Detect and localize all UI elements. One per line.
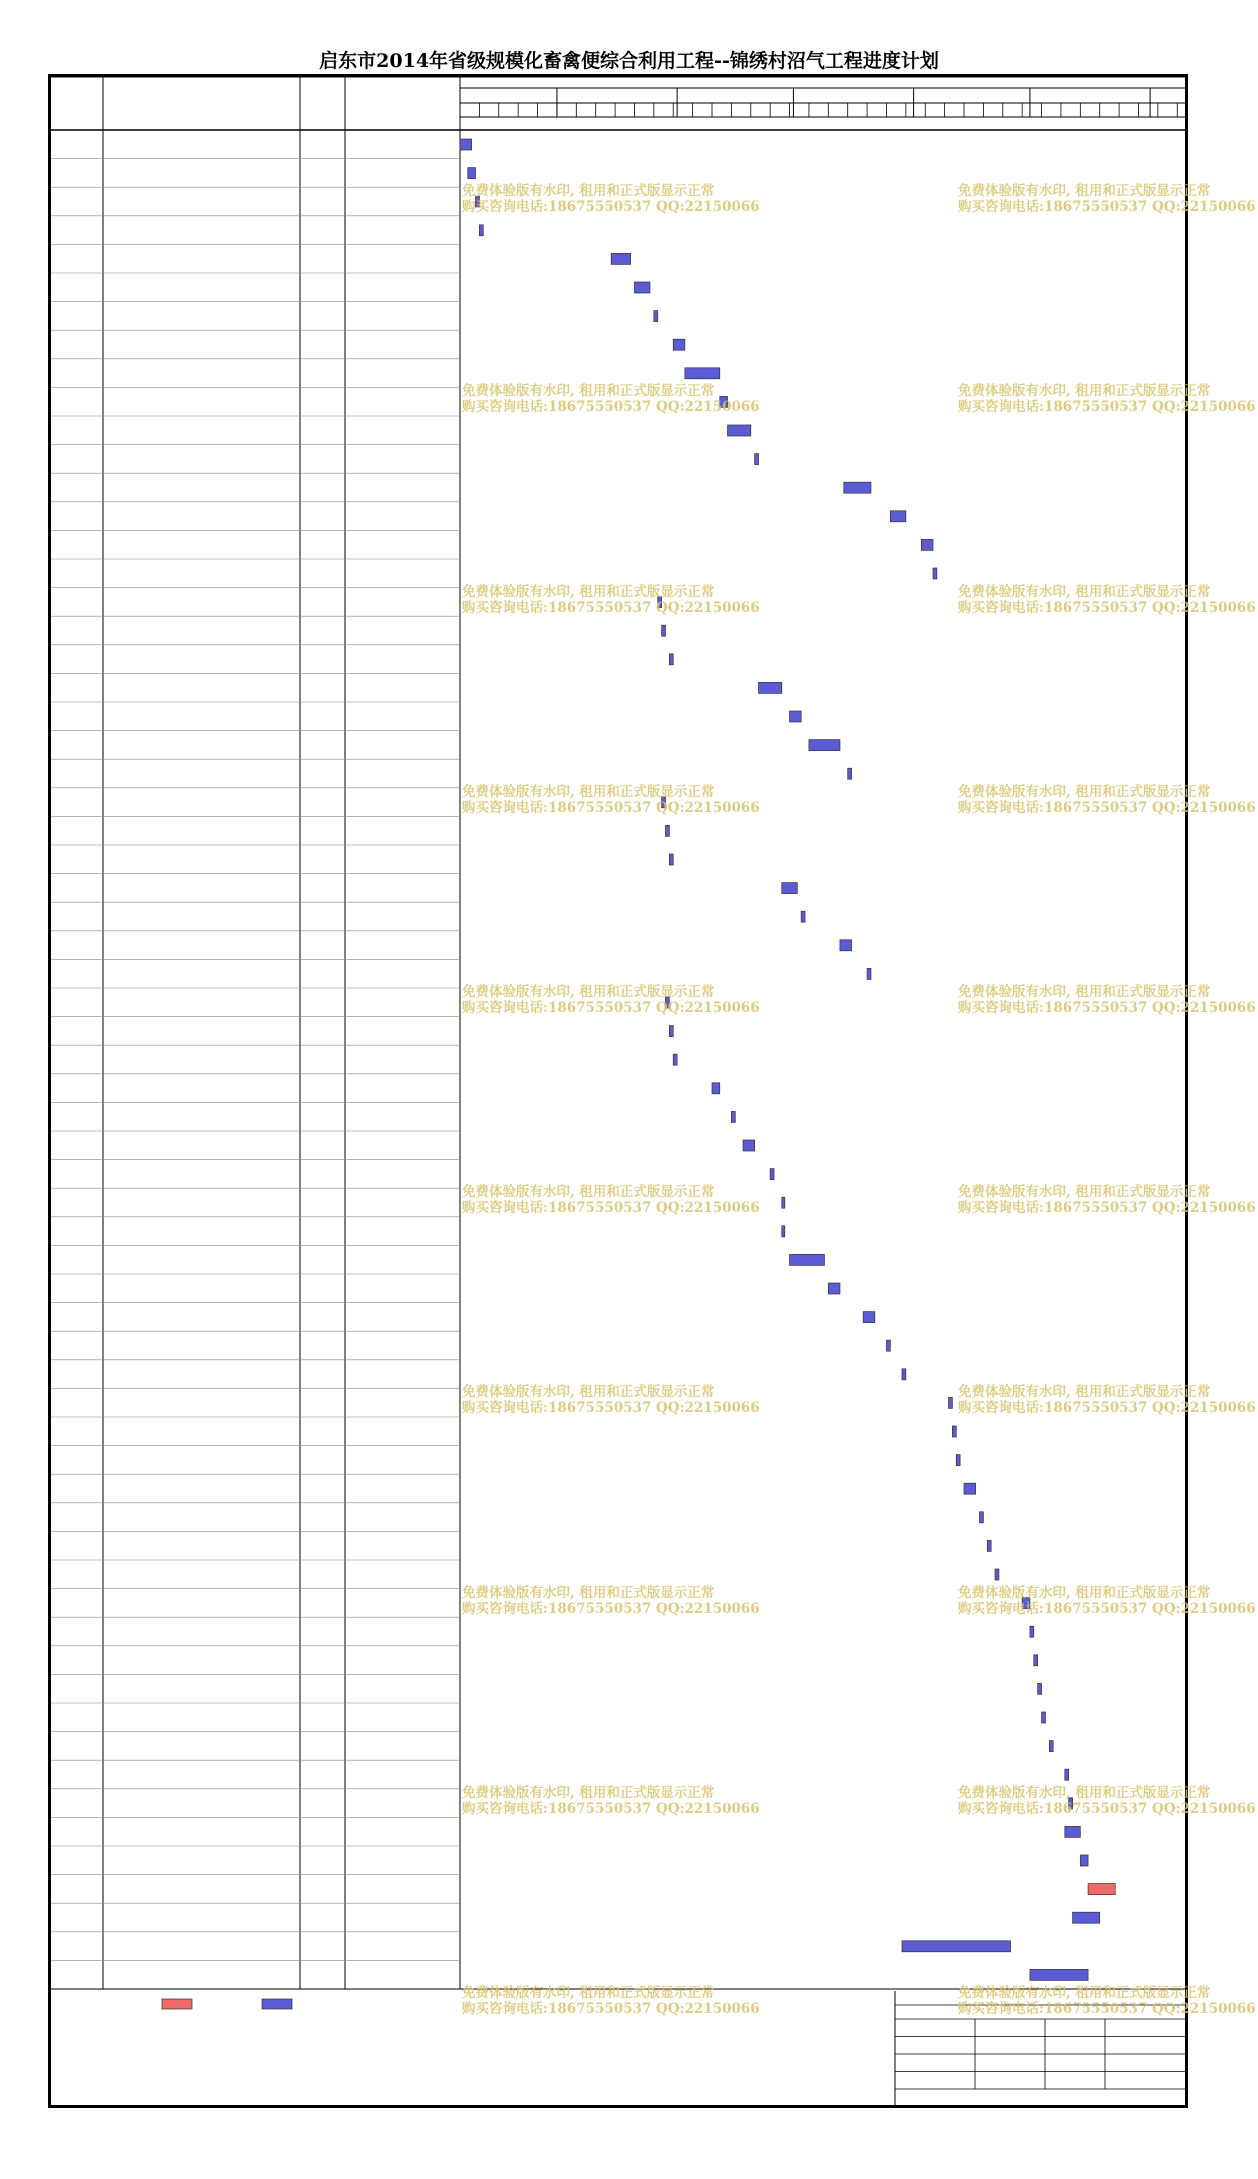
watermark-line: 购买咨询电话:18675550537 QQ:22150066 — [462, 1000, 760, 1016]
task-bar — [890, 511, 906, 522]
watermark-line: 购买咨询电话:18675550537 QQ:22150066 — [958, 199, 1256, 216]
task-bar — [886, 1340, 890, 1351]
watermark — [958, 584, 1256, 616]
watermark-line: 免费体验版有水印, 租用和正式版显示正常 — [958, 383, 1211, 400]
watermark-line: 免费体验版有水印, 租用和正式版显示正常 — [958, 1584, 1211, 1601]
task-bar — [743, 1140, 755, 1151]
watermark-line: 免费体验版有水印, 租用和正式版显示正常 — [958, 183, 1211, 200]
watermark-line: 免费体验版有水印, 租用和正式版显示正常 — [462, 583, 715, 600]
watermark — [462, 584, 760, 616]
watermark — [958, 1985, 1256, 2017]
task-bar — [1065, 1769, 1069, 1780]
watermark-line: 购买咨询电话:18675550537 QQ:22150066 — [958, 1800, 1256, 1817]
task-bar — [770, 1169, 774, 1180]
legend-normal-swatch — [262, 1999, 292, 2009]
watermark-line: 购买咨询电话:18675550537 QQ:22150066 — [958, 2001, 1256, 2017]
watermark — [958, 383, 1256, 415]
task-bar — [1042, 1712, 1046, 1723]
task-bar — [634, 282, 650, 293]
watermark-line: 购买咨询电话:18675550537 QQ:22150066 — [462, 799, 760, 816]
watermark-line: 购买咨询电话:18675550537 QQ:22150066 — [462, 1600, 760, 1617]
task-bar — [1073, 1912, 1100, 1923]
watermark-line: 免费体验版有水印, 租用和正式版显示正常 — [958, 1784, 1211, 1801]
watermark — [462, 984, 760, 1016]
task-bar — [987, 1540, 991, 1551]
task-bar — [980, 1512, 984, 1523]
watermark-line: 免费体验版有水印, 租用和正式版显示正常 — [462, 383, 715, 400]
watermark — [958, 984, 1256, 1016]
watermark-line: 免费体验版有水印, 租用和正式版显示正常 — [462, 1784, 715, 1801]
task-bar — [790, 711, 802, 722]
watermark-line: 免费体验版有水印, 租用和正式版显示正常 — [958, 583, 1211, 600]
watermark — [958, 1384, 1256, 1416]
task-bar — [712, 1083, 720, 1094]
watermark-line: 购买咨询电话:18675550537 QQ:22150066 — [462, 1800, 760, 1817]
task-bar — [1065, 1826, 1081, 1837]
task-bar — [840, 940, 852, 951]
task-bar — [654, 311, 658, 322]
watermark-line: 购买咨询电话:18675550537 QQ:22150066 — [958, 599, 1256, 616]
watermark-line: 购买咨询电话:18675550537 QQ:22150066 — [958, 1200, 1256, 1217]
task-bar — [902, 1941, 1011, 1952]
task-bar — [673, 1054, 677, 1065]
task-bar — [1030, 1969, 1088, 1980]
task-bar — [844, 482, 871, 493]
watermark-line: 免费体验版有水印, 租用和正式版显示正常 — [462, 1184, 715, 1201]
watermark — [958, 784, 1256, 816]
task-bar — [673, 339, 685, 350]
watermark-line: 免费体验版有水印, 租用和正式版显示正常 — [462, 783, 715, 800]
page-title: 启东市2014年省级规模化畜禽便综合利用工程--锦绣村沼气工程进度计划 — [319, 50, 939, 72]
task-bar — [669, 1026, 673, 1037]
task-bar — [731, 1111, 735, 1122]
task-bar — [665, 825, 669, 836]
task-bar — [685, 368, 720, 379]
watermark — [462, 1184, 760, 1216]
task-bar — [848, 768, 852, 779]
watermark-line: 购买咨询电话:18675550537 QQ:22150066 — [958, 399, 1256, 416]
watermark-line: 免费体验版有水印, 租用和正式版显示正常 — [958, 1184, 1211, 1201]
task-bar — [755, 454, 759, 465]
watermark-line: 购买咨询电话:18675550537 QQ:22150066 — [462, 399, 760, 416]
task-bar — [949, 1397, 953, 1408]
watermark — [958, 1585, 1256, 1617]
watermark — [462, 383, 760, 415]
watermark — [462, 1785, 760, 1817]
legend-critical-swatch — [162, 1999, 192, 2009]
task-bar — [1034, 1655, 1038, 1666]
watermark-line: 购买咨询电话:18675550537 QQ:22150066 — [462, 1400, 760, 1417]
watermark — [462, 1585, 760, 1617]
task-bar — [611, 253, 630, 264]
task-bar — [479, 225, 483, 236]
watermark — [462, 1985, 760, 2017]
task-bar — [662, 625, 666, 636]
watermark — [462, 1384, 760, 1416]
task-bar — [782, 1197, 785, 1208]
task-bar — [801, 911, 805, 922]
task-bar — [956, 1455, 960, 1466]
watermark-line: 免费体验版有水印, 租用和正式版显示正常 — [462, 984, 715, 1000]
watermark — [958, 183, 1256, 215]
watermark-line: 购买咨询电话:18675550537 QQ:22150066 — [958, 1000, 1256, 1016]
watermark-line: 免费体验版有水印, 租用和正式版显示正常 — [462, 183, 715, 200]
task-bar — [1088, 1884, 1115, 1895]
task-bar — [669, 854, 673, 865]
watermark-line: 免费体验版有水印, 租用和正式版显示正常 — [958, 783, 1211, 800]
task-bar — [669, 654, 673, 665]
watermark-line: 免费体验版有水印, 租用和正式版显示正常 — [462, 1985, 715, 2001]
task-bar — [995, 1569, 999, 1580]
watermark — [958, 1184, 1256, 1216]
task-bar — [902, 1369, 906, 1380]
task-bar — [460, 139, 472, 150]
task-bar — [790, 1254, 825, 1265]
task-bar — [782, 1226, 785, 1237]
watermark — [958, 1785, 1256, 1817]
watermark-line: 免费体验版有水印, 租用和正式版显示正常 — [958, 1985, 1211, 2001]
watermark-line: 购买咨询电话:18675550537 QQ:22150066 — [958, 799, 1256, 816]
watermark — [462, 784, 760, 816]
watermark-line: 购买咨询电话:18675550537 QQ:22150066 — [958, 1400, 1256, 1417]
watermark-line: 购买咨询电话:18675550537 QQ:22150066 — [462, 599, 760, 616]
watermark-line: 免费体验版有水印, 租用和正式版显示正常 — [462, 1384, 715, 1401]
task-bar — [782, 883, 798, 894]
task-bar — [828, 1283, 840, 1294]
task-bar — [728, 425, 751, 436]
watermark-line: 购买咨询电话:18675550537 QQ:22150066 — [462, 199, 760, 216]
watermark-line: 购买咨询电话:18675550537 QQ:22150066 — [462, 1200, 760, 1217]
watermark-line: 免费体验版有水印, 租用和正式版显示正常 — [958, 1384, 1211, 1401]
task-bar — [1049, 1741, 1053, 1752]
watermark-line: 购买咨询电话:18675550537 QQ:22150066 — [462, 2001, 760, 2017]
task-bar — [809, 740, 840, 751]
task-bar — [1038, 1683, 1042, 1694]
task-bar — [468, 168, 476, 179]
task-bar — [863, 1312, 875, 1323]
task-bar — [964, 1483, 976, 1494]
task-bar — [933, 568, 937, 579]
watermark — [462, 183, 760, 215]
task-bar — [1030, 1626, 1034, 1637]
task-bar — [952, 1426, 956, 1437]
task-bar — [759, 682, 782, 693]
watermark-line: 免费体验版有水印, 租用和正式版显示正常 — [462, 1584, 715, 1601]
watermark-line: 购买咨询电话:18675550537 QQ:22150066 — [958, 1600, 1256, 1617]
task-bar — [1080, 1855, 1088, 1866]
watermark-line: 免费体验版有水印, 租用和正式版显示正常 — [958, 984, 1211, 1000]
task-bar — [867, 968, 871, 979]
task-bar — [921, 539, 933, 550]
